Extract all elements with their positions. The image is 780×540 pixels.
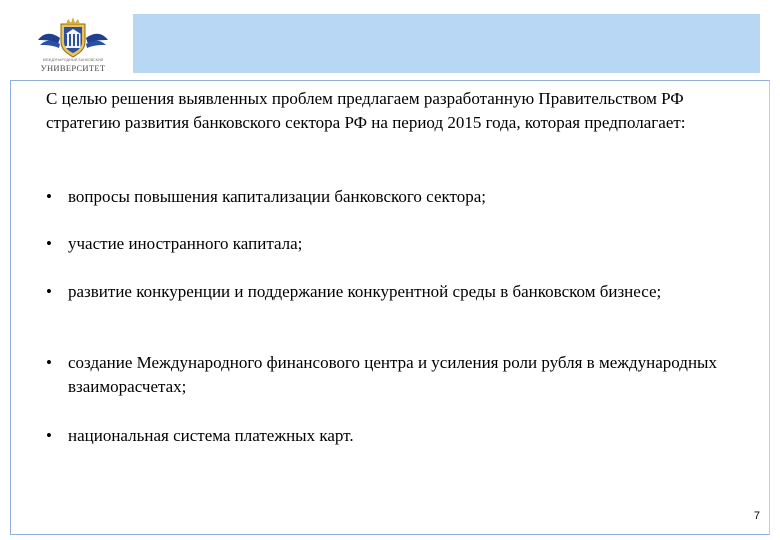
bullet-icon: • [46,282,52,301]
university-logo [30,14,116,76]
list-item [46,232,746,256]
university-crest-icon [30,14,116,60]
list-item [46,185,746,209]
list-item [46,424,746,448]
list-item-text: вопросы повышения капитализации банковского сектора; [68,187,486,206]
bullet-icon: • [46,353,52,372]
list-item-text: национальная система платежных карт. [68,426,354,445]
bullet-icon: • [46,426,52,445]
bullet-icon: • [46,187,52,206]
list-item-text: развитие конкуренции и поддержание конкурентной среды в банковском бизнесе; [68,282,662,301]
list-item [46,280,746,304]
list-item-text: создание Международного финансового центра и усиления роли рубля в международных взаиморасчетах; [68,353,717,396]
page-number: 7 [753,510,760,522]
list-item [46,351,746,399]
logo-caption-small: МЕЖДУНАРОДНЫЙ БАНКОВСКИЙ [42,58,104,62]
content-frame [10,80,770,535]
intro-paragraph: С целью решения выявленных проблем предлагаем разработанную Правительством РФ стратегию развития банковского сектора РФ на период 2015 года, которая предполагает: [46,89,686,132]
bullet-icon: • [46,234,52,253]
logo-caption-big: УНИВЕРСИТЕТ [40,63,106,73]
header-bar [133,14,760,73]
list-item-text: участие иностранного капитала; [68,234,303,253]
slide-body [46,87,746,445]
